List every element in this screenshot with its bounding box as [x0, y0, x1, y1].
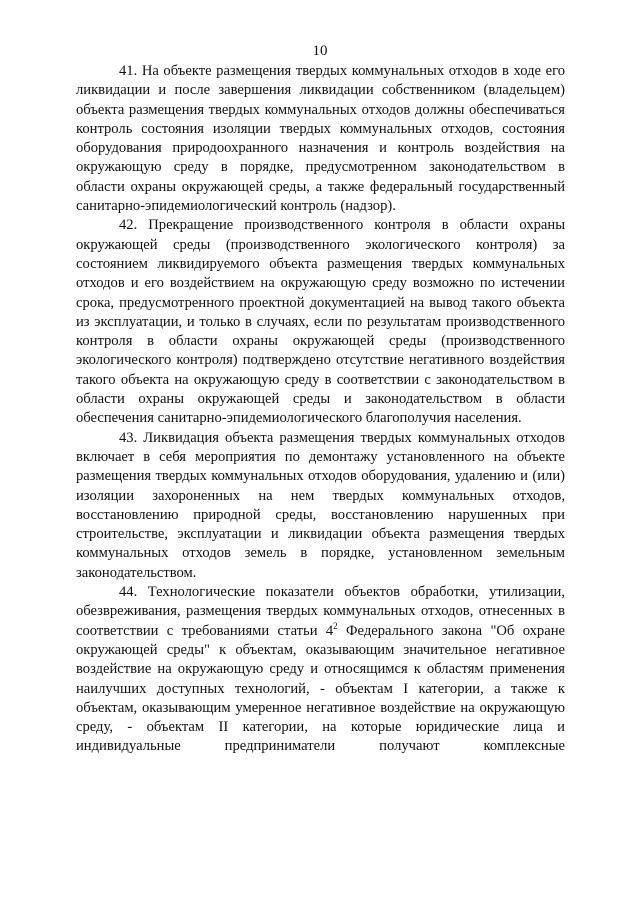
paragraph-42: 42. Прекращение производственного контроля в области охраны окружающей среды (производственного экологического контроля) за состоянием ликвидируемого объекта размещения твердых коммунальных отходов и его воздействием на окружающую среду возможно по истечении срока, предусмотренного проектной документацией на вывод такого объекта из эксплуатации, и только в случаях, если по результатам производственного контроля в области охраны окружающей среды (производственного экологического контроля) подтверждено отсутствие негативного воздействия такого объекта на окружающую среду в соответствии с законодательством в области охраны окружающей среды и законодательством в области обеспечения санитарно-эпидемиологического благополучия населения.: [76, 217, 565, 427]
page-number: 10: [312, 43, 328, 59]
paragraph-43: 43. Ликвидация объекта размещения твердых коммунальных отходов включает в себя мероприятия по демонтажу установленного на объекте размещения твердых коммунальных отходов оборудования, удалению и (или) изоляции захороненных на нем твердых коммунальных отходов, восстановлению природной среды, восстановлению нарушенных при строительстве, эксплуатации и ликвидации объекта размещения твердых коммунальных отходов земель в порядке, установленном земельным законодательством.: [76, 429, 565, 581]
paragraph-41: 41. На объекте размещения твердых коммунальных отходов в ходе его ликвидации и после завершения ликвидации собственником (владельцем) объекта размещения твердых коммунальных отходов должны обеспечиваться контроль состояния изоляции твердых коммунальных отходов, состояния оборудования природоохранного назначения и контроль воздействия на окружающую среду в порядке, предусмотренном законодательством в области охраны окружающей среды, а также федеральный государственный санитарно-эпидемиологический контроль (надзор).: [76, 63, 565, 215]
document-body: [76, 62, 565, 757]
paragraph-44: [76, 583, 565, 757]
article-superscript: 2: [333, 620, 338, 631]
paragraph-44-text-start: 44. Технологические показатели объектов обработки, утилизации, обезвреживания, размещения твердых коммунальных отходов, отнесенных в соответствии с требованиями статьи 4: [76, 584, 565, 639]
paragraph-44-text-end: Федерального закона "Об охране окружающей среды" к объектам, оказывающим значительное негативное воздействие на окружающую среду и относящимся к областям применения наилучших доступных технологий, - объектам I категории, а также к объектам, оказывающим умеренное негативное воздействие на окружающую среду, - объектам II категории, на которые юридические лица и индивидуальные предприниматели получают комплексные: [76, 622, 565, 755]
